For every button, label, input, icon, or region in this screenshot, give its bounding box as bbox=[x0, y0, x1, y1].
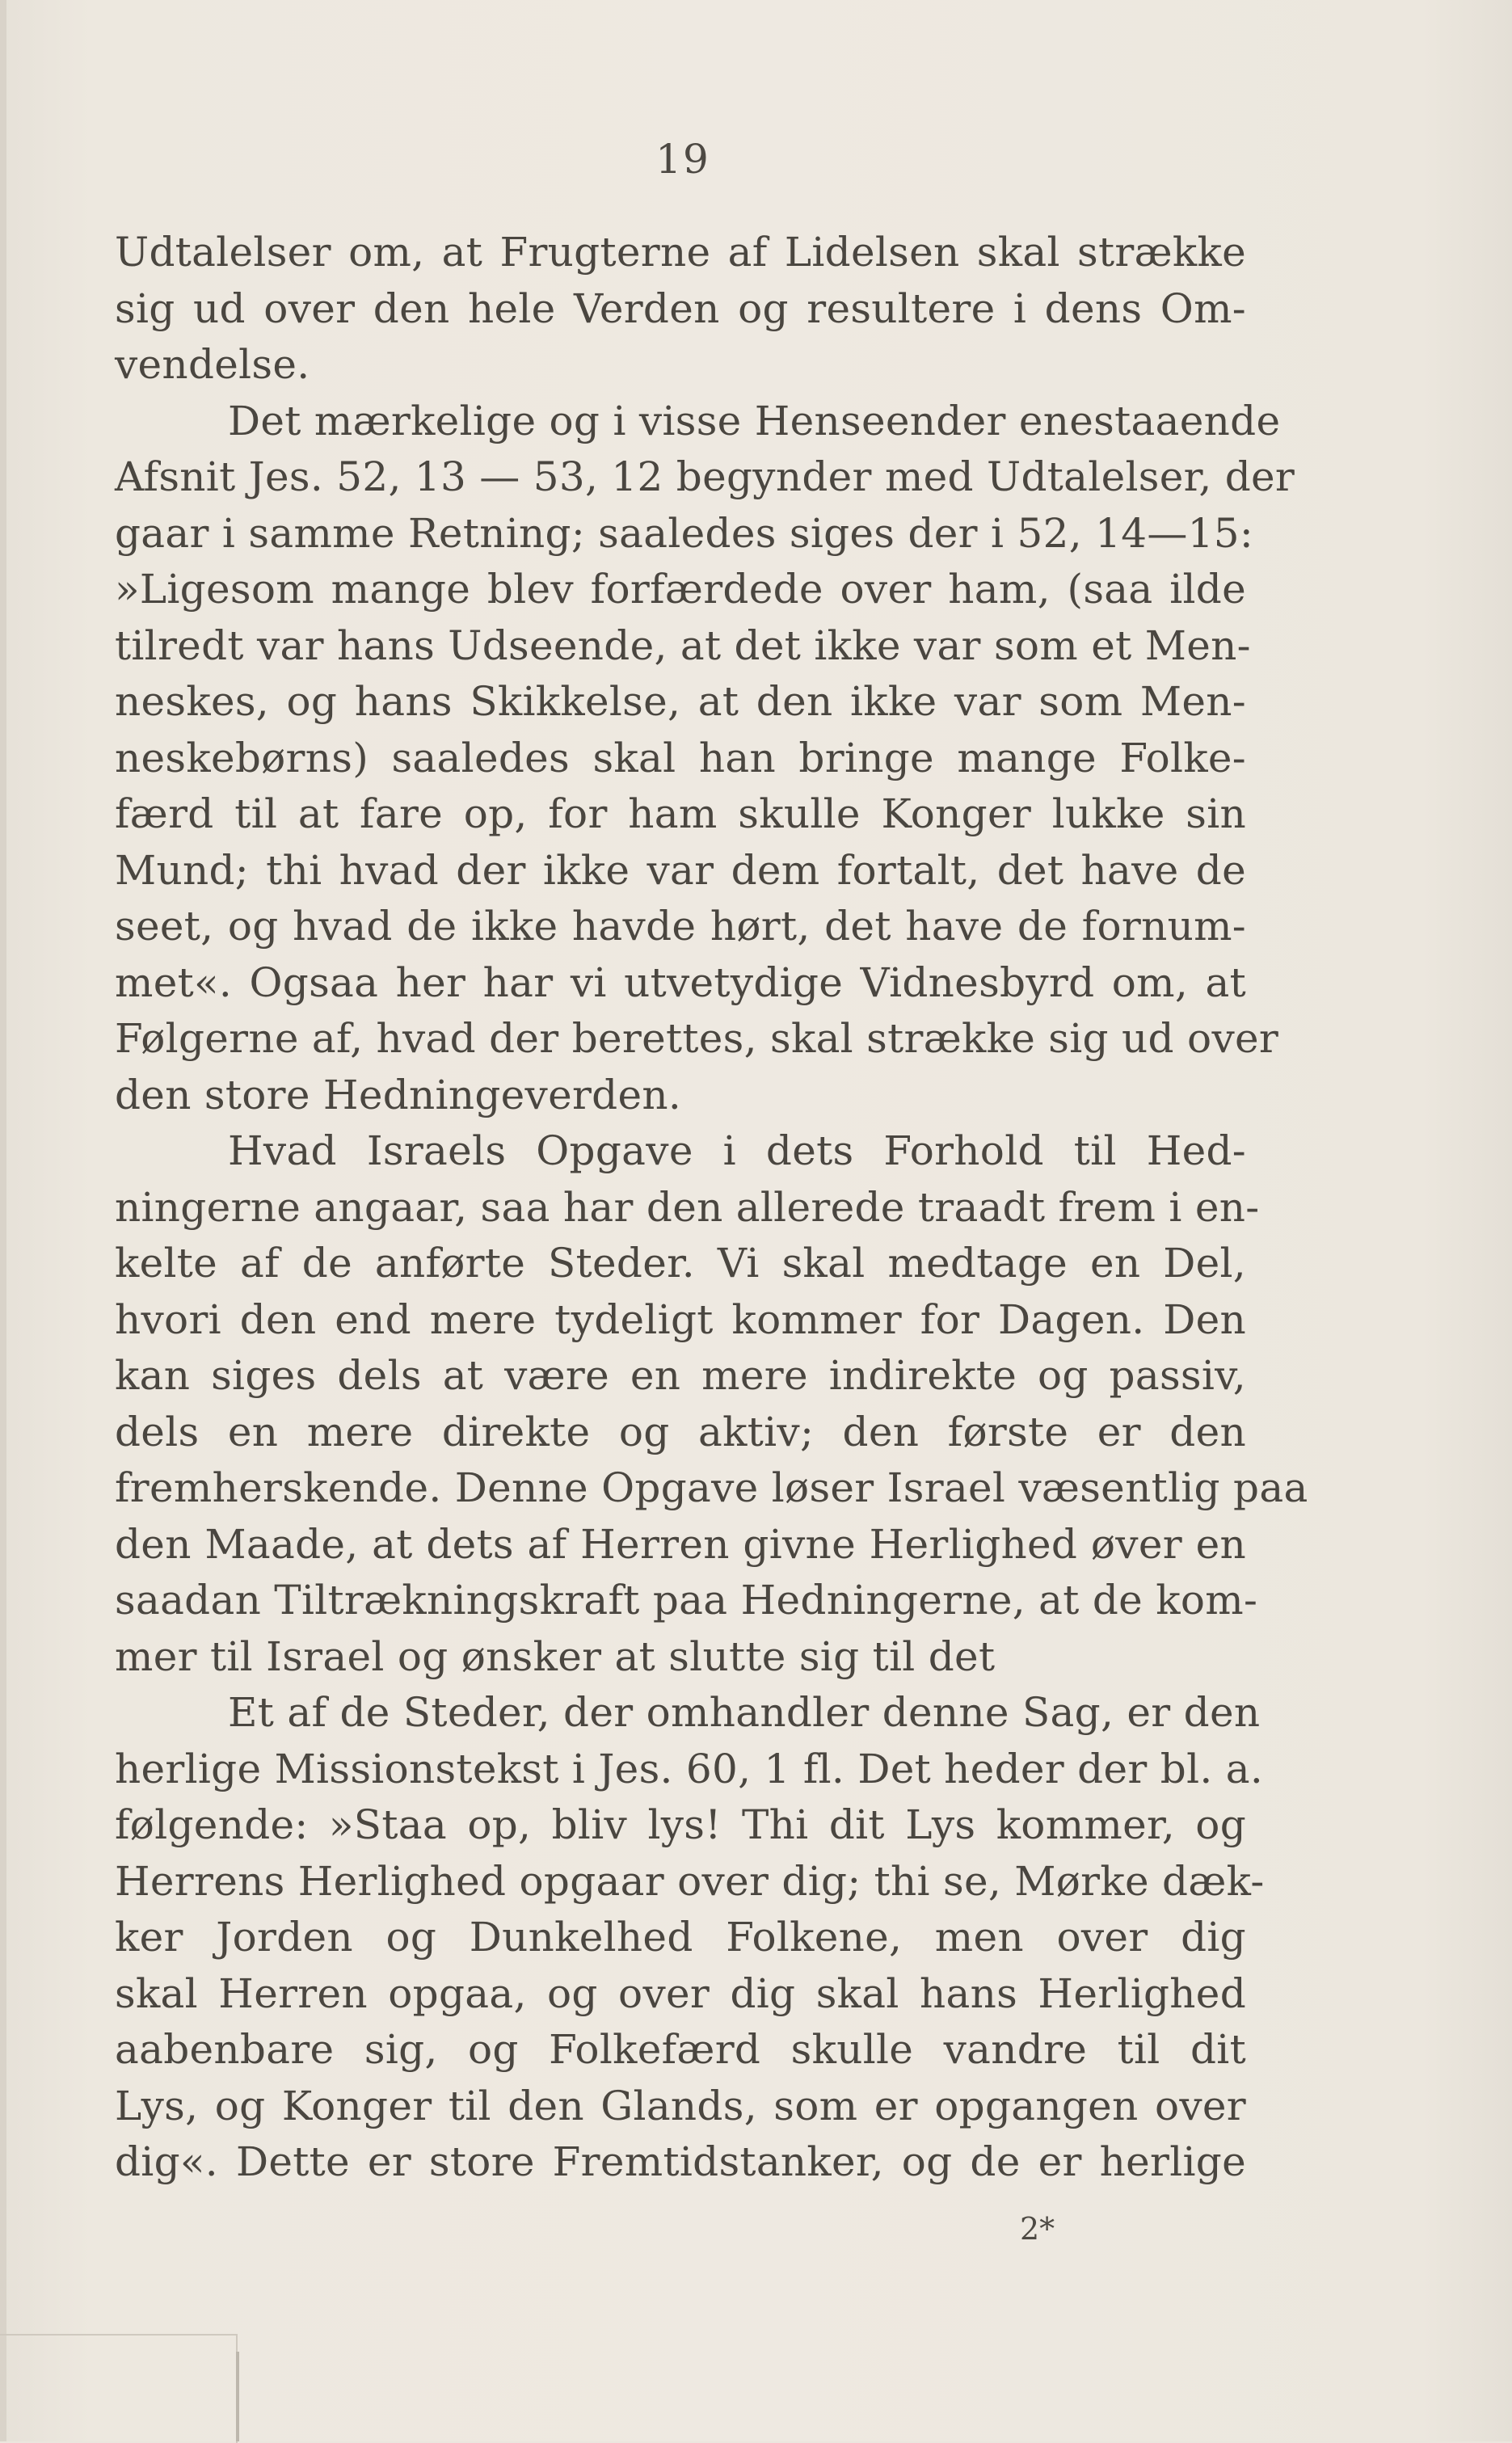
scan-edge-mark bbox=[0, 2334, 238, 2443]
text-line: Herrens Herlighed opgaar over dig; thi se, Mørke dæk- bbox=[115, 1857, 1265, 1905]
text-line: Det mærkelige og i visse Henseender enestaaende bbox=[228, 397, 1281, 444]
text-line: Afsnit Jes. 52, 13 — 53, 12 begynder med Udtalelser, der bbox=[115, 453, 1295, 500]
text-line: saadan Tiltrækningskraft paa Hedningerne, at de kom- bbox=[115, 1577, 1258, 1624]
text-line: Mund; thi hvad der ikke var dem fortalt, det have de bbox=[115, 846, 1246, 894]
text-line: følgende: »Staa op, bliv lys! Thi dit Lys kommer, og bbox=[115, 1801, 1246, 1848]
text-line: hvori den end mere tydeligt kommer for Dagen. Den bbox=[115, 1295, 1246, 1343]
text-line: sig ud over den hele Verden og resultere i dens Om- bbox=[115, 284, 1246, 332]
scan-edge-line bbox=[236, 2352, 239, 2441]
text-line: neskebørns) saaledes skal han bringe mange Folke- bbox=[115, 734, 1246, 781]
text-line: mer til Israel og ønsker at slutte sig til det bbox=[115, 1632, 996, 1680]
text-line: dels en mere direkte og aktiv; den første er den bbox=[115, 1408, 1246, 1455]
text-line: met«. Ogsaa her har vi utvetydige Vidnesbyrd om, at bbox=[115, 958, 1246, 1006]
text-line: Hvad Israels Opgave i dets Forhold til Hed- bbox=[228, 1127, 1246, 1174]
text-line: Følgerne af, hvad der berettes, skal strække sig ud over bbox=[115, 1015, 1279, 1062]
text-line: kan siges dels at være en mere indirekte og passiv, bbox=[115, 1352, 1246, 1399]
page-edge-shadow bbox=[0, 0, 6, 2441]
text-line: ker Jorden og Dunkelhed Folkene, men over dig bbox=[115, 1914, 1246, 1961]
text-line: færd til at fare op, for ham skulle Konger lukke sin bbox=[115, 790, 1246, 837]
text-line: vendelse. bbox=[115, 341, 310, 388]
text-line: den store Hedningeverden. bbox=[115, 1071, 682, 1118]
signature-mark: 2* bbox=[1020, 2211, 1055, 2247]
text-line: dig«. Dette er store Fremtidstanker, og de er herlige bbox=[115, 2138, 1246, 2185]
text-line: den Maade, at dets af Herren givne Herlighed øver en bbox=[115, 1520, 1246, 1568]
text-line: tilredt var hans Udseende, at det ikke var som et Men- bbox=[115, 621, 1251, 669]
text-line: seet, og hvad de ikke havde hørt, det have de fornum- bbox=[115, 903, 1246, 950]
text-line: herlige Missionstekst i Jes. 60, 1 fl. Det heder der bl. a. bbox=[115, 1745, 1264, 1792]
text-line: gaar i samme Retning; saaledes siges der i 52, 14—15: bbox=[115, 509, 1254, 557]
text-line: neskes, og hans Skikkelse, at den ikke var som Men- bbox=[115, 678, 1246, 725]
text-line: kelte af de anførte Steder. Vi skal medtage en Del, bbox=[115, 1240, 1246, 1287]
text-line: ningerne angaar, saa har den allerede traadt frem i en- bbox=[115, 1183, 1260, 1231]
text-line: Udtalelser om, at Frugterne af Lidelsen skal strække bbox=[115, 229, 1246, 276]
text-line: »Ligesom mange blev forfærdede over ham, (saa ilde bbox=[115, 566, 1246, 613]
page-number: 19 bbox=[655, 136, 710, 183]
text-line: skal Herren opgaa, og over dig skal hans Herlighed bbox=[115, 1969, 1246, 2017]
text-line: aabenbare sig, og Folkefærd skulle vandre til dit bbox=[115, 2026, 1246, 2073]
text-line: Lys, og Konger til den Glands, som er opgangen over bbox=[115, 2082, 1246, 2129]
text-line: Et af de Steder, der omhandler denne Sag, er den bbox=[228, 1689, 1261, 1736]
text-line: fremherskende. Denne Opgave løser Israel væsentlig paa bbox=[115, 1464, 1308, 1511]
body-text bbox=[115, 225, 1308, 2191]
